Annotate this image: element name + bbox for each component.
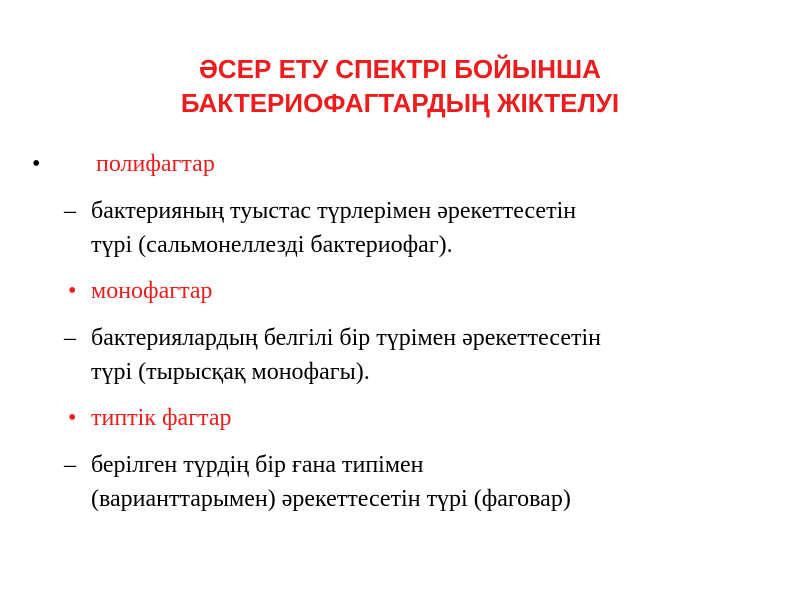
bullet-2: • bbox=[68, 278, 77, 304]
bullet-1: • bbox=[32, 151, 41, 177]
slide-title-line-1: ӘСЕР ЕТУ СПЕКТРІ БОЙЫНША bbox=[199, 54, 601, 84]
item-heading-monophages: монофагтар bbox=[91, 278, 213, 304]
item-desc-typical-phages-line-2: (варианттарымен) әрекеттесетін түрі (фаговар) bbox=[91, 486, 571, 512]
dash-3: – bbox=[64, 452, 76, 478]
item-heading-polyphages: полифагтар bbox=[96, 151, 215, 177]
dash-1: – bbox=[64, 198, 76, 224]
bullet-3: • bbox=[68, 405, 77, 431]
item-desc-polyphages-line-2: түрі (сальмонеллезді бактериофаг). bbox=[91, 232, 453, 258]
item-desc-polyphages-line-1: бактерияның туыстас түрлерімен әрекеттесетін bbox=[91, 198, 577, 224]
item-desc-monophages-line-1: бактериялардың белгілі бір түрімен әрекеттесетін bbox=[91, 325, 601, 351]
dash-2: – bbox=[64, 325, 76, 351]
item-desc-typical-phages-line-1: берілген түрдің бір ғана типімен bbox=[91, 452, 424, 478]
item-desc-monophages-line-2: түрі (тырысқақ монофагы). bbox=[91, 359, 370, 385]
item-heading-typical-phages: типтік фагтар bbox=[91, 405, 232, 431]
slide-title-line-2: БАКТЕРИОФАГТАРДЫҢ ЖІКТЕЛУІ bbox=[180, 88, 620, 118]
